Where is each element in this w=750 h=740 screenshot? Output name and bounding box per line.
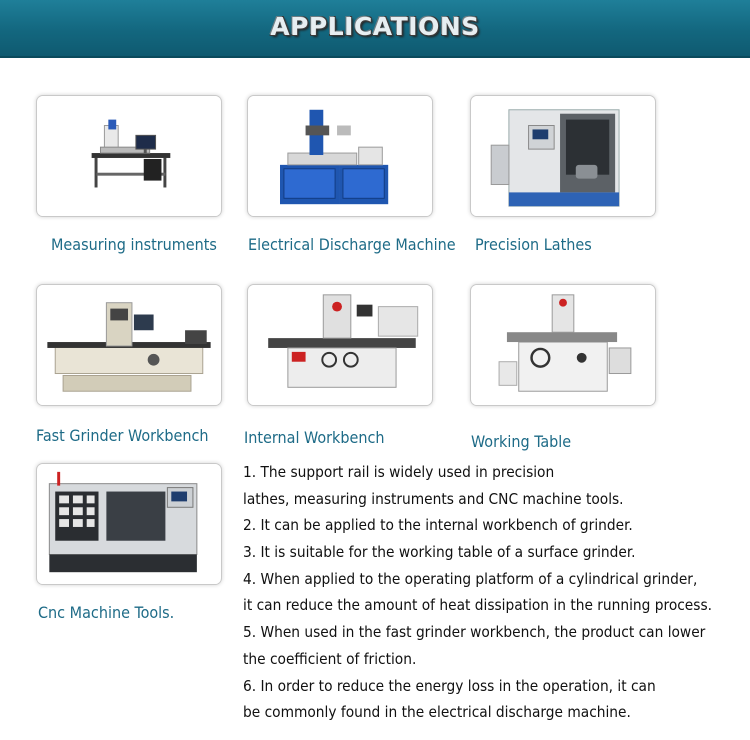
precision-lathe-image (470, 95, 656, 217)
caption-measuring-instruments: Measuring instruments (51, 235, 217, 254)
description-line: 2. It can be applied to the internal workbench of grinder. (243, 516, 633, 535)
edm-machine-image (247, 95, 433, 217)
internal-grinder-image (247, 284, 433, 406)
caption-fast-grinder-workbench: Fast Grinder Workbench (36, 426, 209, 445)
description-line: 5. When used in the fast grinder workbench, the product can lower (243, 623, 706, 642)
caption-precision-lathes: Precision Lathes (475, 235, 592, 254)
surface-grinder-image (470, 284, 656, 406)
page-title: APPLICATIONS (270, 12, 480, 41)
caption-working-table: Working Table (471, 432, 572, 451)
description-line: lathes, measuring instruments and CNC machine tools. (243, 489, 624, 508)
measuring-instrument-image (36, 95, 222, 217)
description-line: 4. When applied to the operating platform of a cylindrical grinder, (243, 569, 698, 588)
description-line: it can reduce the amount of heat dissipation in the running process. (243, 596, 712, 615)
description-line: 3. It is suitable for the working table of a surface grinder. (243, 543, 636, 562)
description-line: 1. The support rail is widely used in precision (243, 463, 555, 481)
fast-grinder-image (36, 284, 222, 406)
header-banner (0, 0, 750, 58)
description-line: the coefficient of friction. (243, 649, 417, 668)
description-line: be commonly found in the electrical discharge machine. (243, 703, 631, 722)
caption-electrical-discharge-machine: Electrical Discharge Machine (248, 235, 456, 254)
description-line: 6. In order to reduce the energy loss in the operation, it can (243, 676, 656, 695)
caption-internal-workbench: Internal Workbench (244, 428, 385, 447)
cnc-lathe-image (36, 463, 222, 585)
caption-cnc-machine-tools: Cnc Machine Tools. (38, 603, 175, 622)
applications-description (243, 459, 743, 726)
